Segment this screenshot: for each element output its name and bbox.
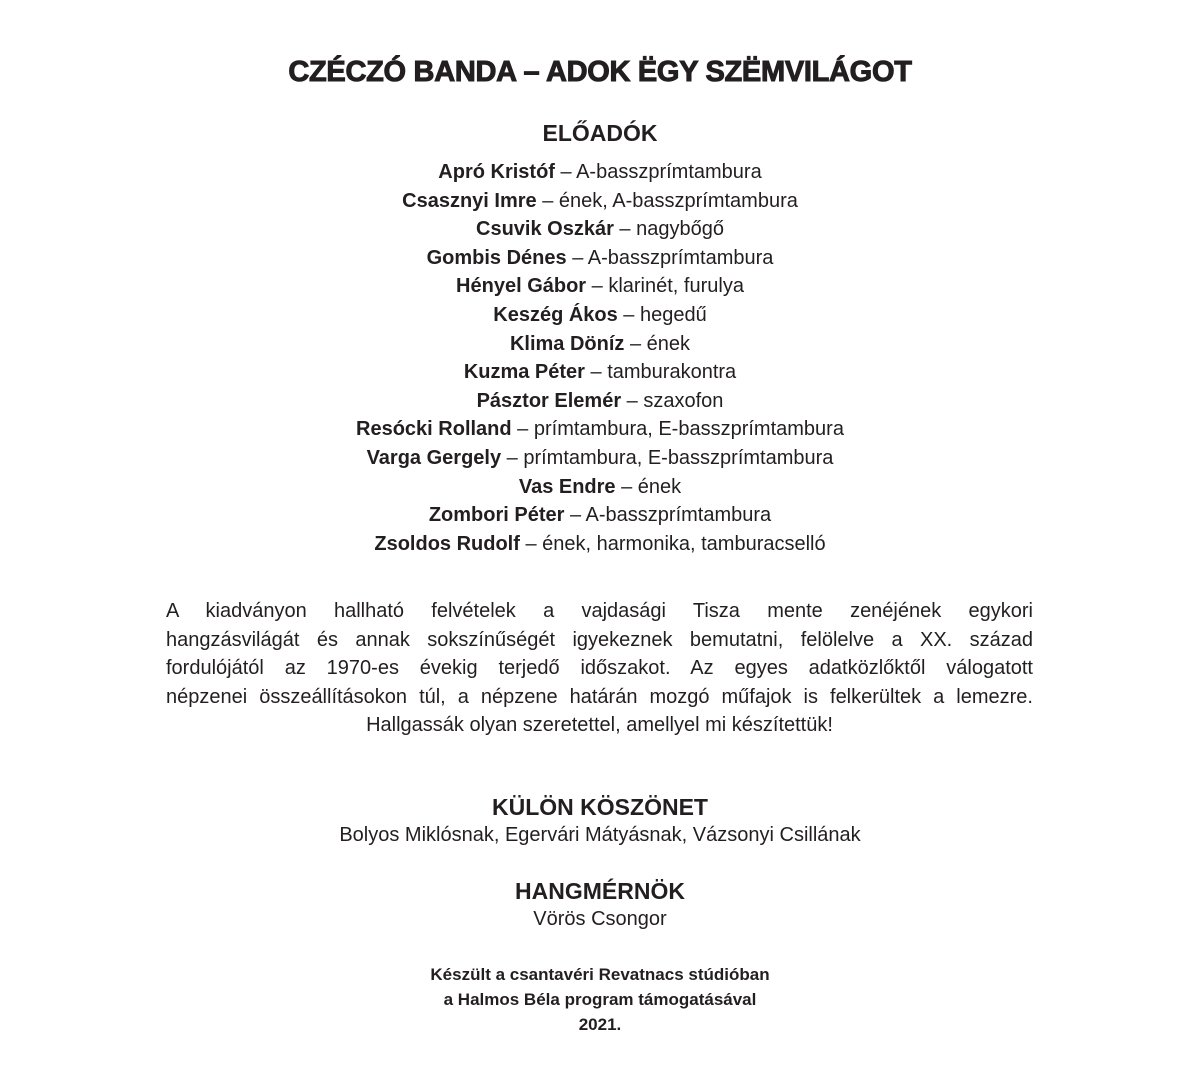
performer-row xyxy=(0,501,1200,530)
performer-role: – hegedű xyxy=(617,303,707,326)
performer-row xyxy=(0,387,1200,416)
performer-row xyxy=(0,358,1200,387)
performer-name: Apró Kristóf xyxy=(438,161,555,183)
performer-row xyxy=(0,530,1200,559)
paragraph-line: Hallgassák olyan szeretettel, amellyel mi készítettük! xyxy=(366,714,833,737)
performer-row xyxy=(0,444,1200,473)
performer-role: – szaxofon xyxy=(621,389,724,412)
engineer-name: Vörös Csongor xyxy=(533,908,667,930)
footer-line: Készült a csantavéri Revatnacs stúdióban xyxy=(430,965,770,984)
performer-role: – tamburakontra xyxy=(584,361,737,384)
performer-role: – klarinét, furulya xyxy=(586,275,744,298)
performers-heading: ELŐADÓK xyxy=(542,120,658,146)
performer-role: – A-basszprímtambura xyxy=(566,246,774,269)
performer-row xyxy=(0,415,1200,444)
performer-role: – prímtambura, E-basszprímtambura xyxy=(501,446,834,469)
performer-role: – nagybőgő xyxy=(613,218,724,241)
performer-row xyxy=(0,301,1200,330)
performer-name: Kuzma Péter xyxy=(463,361,585,384)
performer-name: Zsoldos Rudolf xyxy=(374,532,520,555)
performers-list xyxy=(0,158,1200,558)
performer-name: Pásztor Elemér xyxy=(476,389,622,412)
engineer-heading: HANGMÉRNÖK xyxy=(515,878,685,904)
performer-name: Zombori Péter xyxy=(428,504,565,527)
performer-name: Keszég Ákos xyxy=(493,303,618,326)
performer-row xyxy=(0,330,1200,359)
performer-name: Varga Gergely xyxy=(366,446,502,469)
performer-name: Csasznyi Imre xyxy=(402,189,537,212)
performer-name: Resócki Rolland xyxy=(356,418,512,441)
performer-row xyxy=(0,158,1200,187)
paragraph-line: fordulójától az 1970-es évekig terjedő időszakot. Az egyes adatközlőktől válogatott xyxy=(166,657,1033,680)
thanks-heading: KÜLÖN KÖSZÖNET xyxy=(492,794,708,820)
performer-role: – ének xyxy=(615,475,682,498)
performer-row xyxy=(0,473,1200,502)
performer-row xyxy=(0,272,1200,301)
footer xyxy=(0,962,1200,1037)
paragraph-line: A kiadványon hallható felvételek a vajdasági Tisza mente zenéjének egykori xyxy=(166,600,1033,622)
description-paragraph xyxy=(166,597,1033,740)
performer-row xyxy=(0,215,1200,244)
performer-role: – A-basszprímtambura xyxy=(554,161,762,183)
album-title: CZÉCZÓ BANDA – ADOK ËGY SZËMVILÁGOT xyxy=(288,56,912,88)
performer-name: Klima Döníz xyxy=(509,332,625,355)
paragraph-line: hangzásvilágát és annak sokszínűségét igyekeznek bemutatni, felölelve a XX. század xyxy=(166,628,1033,651)
thanks-text: Bolyos Miklósnak, Egervári Mátyásnak, Vázsonyi Csillának xyxy=(339,824,861,846)
performer-role: – ének, harmonika, tamburacselló xyxy=(519,532,826,555)
performer-role: – prímtambura, E-basszprímtambura xyxy=(511,418,844,441)
performer-name: Gombis Dénes xyxy=(426,246,567,269)
performer-role: – ének, A-basszprímtambura xyxy=(536,189,798,212)
footer-line: 2021. xyxy=(578,1015,622,1034)
footer-line: a Halmos Béla program támogatásával xyxy=(443,990,757,1009)
performer-name: Hényel Gábor xyxy=(456,275,587,298)
performer-role: – A-basszprímtambura xyxy=(564,504,772,527)
performer-role: – ének xyxy=(624,332,691,355)
performer-row xyxy=(0,244,1200,273)
performer-row xyxy=(0,187,1200,216)
performer-name: Csuvik Oszkár xyxy=(476,218,614,241)
paragraph-line: népzenei összeállításokon túl, a népzene határán mozgó műfajok is felkerültek a lemezre. xyxy=(166,685,1033,708)
performer-name: Vas Endre xyxy=(518,475,616,498)
